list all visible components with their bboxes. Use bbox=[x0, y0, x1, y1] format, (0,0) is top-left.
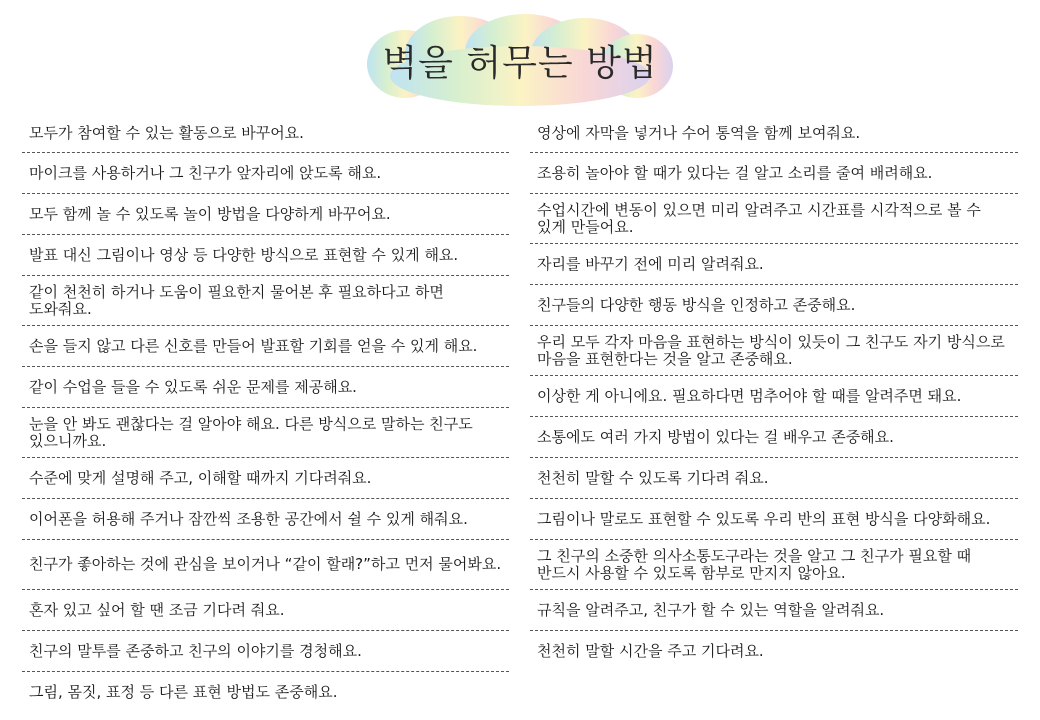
list-item: 마이크를 사용하거나 그 친구가 앞자리에 앉도록 해요. bbox=[22, 153, 509, 194]
list-item: 모두가 참여할 수 있는 활동으로 바꾸어요. bbox=[22, 114, 509, 153]
list-item: 같이 수업을 들을 수 있도록 쉬운 문제를 제공해요. bbox=[22, 367, 509, 408]
title-badge bbox=[365, 12, 675, 108]
list-item: 친구가 좋아하는 것에 관심을 보이거나 “같이 할래?”하고 먼저 물어봐요. bbox=[22, 540, 509, 590]
list-item: 발표 대신 그림이나 영상 등 다양한 방식으로 표현할 수 있게 해요. bbox=[22, 235, 509, 276]
list-item: 친구들의 다양한 행동 방식을 인정하고 존중해요. bbox=[530, 285, 1018, 326]
list-item: 영상에 자막을 넣거나 수어 통역을 함께 보여줘요. bbox=[530, 114, 1018, 153]
list-item: 수업시간에 변동이 있으면 미리 알려주고 시간표를 시각적으로 볼 수 있게 만들어요. bbox=[530, 194, 1018, 244]
list-item: 조용히 놀아야 할 때가 있다는 걸 알고 소리를 줄여 배려해요. bbox=[530, 153, 1018, 194]
list-item: 모두 함께 놀 수 있도록 놀이 방법을 다양하게 바꾸어요. bbox=[22, 194, 509, 235]
list-item: 눈을 안 봐도 괜찮다는 걸 알아야 해요. 다른 방식으로 말하는 친구도 있으니까요. bbox=[22, 408, 509, 458]
page-title: 벽을 허무는 방법 bbox=[382, 42, 658, 84]
list-item: 이상한 게 아니에요. 필요하다면 멈추어야 할 때를 알려주면 돼요. bbox=[530, 376, 1018, 417]
list-item: 혼자 있고 싶어 할 땐 조금 기다려 줘요. bbox=[22, 590, 509, 631]
list-item: 수준에 맞게 설명해 주고, 이해할 때까지 기다려줘요. bbox=[22, 458, 509, 499]
left-column bbox=[22, 114, 509, 713]
right-column bbox=[530, 114, 1018, 672]
list-item: 우리 모두 각자 마음을 표현하는 방식이 있듯이 그 친구도 자기 방식으로 마음을 표현한다는 것을 알고 존중해요. bbox=[530, 326, 1018, 376]
list-item: 그림, 몸짓, 표정 등 다른 표현 방법도 존중해요. bbox=[29, 683, 338, 701]
list-item: 같이 천천히 하거나 도움이 필요한지 물어본 후 필요하다고 하면 도와줘요. bbox=[22, 276, 509, 326]
list-item: 이어폰을 허용해 주거나 잠깐씩 조용한 공간에서 쉴 수 있게 해줘요. bbox=[22, 499, 509, 540]
list-item: 자리를 바꾸기 전에 미리 알려줘요. bbox=[530, 244, 1018, 285]
list-item: 천천히 말할 시간을 주고 기다려요. bbox=[537, 642, 764, 660]
list-item: 천천히 말할 수 있도록 기다려 줘요. bbox=[530, 458, 1018, 499]
list-item: 소통에도 여러 가지 방법이 있다는 걸 배우고 존중해요. bbox=[530, 417, 1018, 458]
list-item: 그 친구의 소중한 의사소통도구라는 것을 알고 그 친구가 필요할 때 반드시 사용할 수 있도록 함부로 만지지 않아요. bbox=[530, 540, 1018, 590]
list-item: 친구의 말투를 존중하고 친구의 이야기를 경청해요. bbox=[22, 631, 509, 672]
list-item: 그림이나 말로도 표현할 수 있도록 우리 반의 표현 방식을 다양화해요. bbox=[530, 499, 1018, 540]
list-item: 규칙을 알려주고, 친구가 할 수 있는 역할을 알려줘요. bbox=[530, 590, 1018, 631]
list-item: 손을 들지 않고 다른 신호를 만들어 발표할 기회를 얻을 수 있게 해요. bbox=[22, 326, 509, 367]
